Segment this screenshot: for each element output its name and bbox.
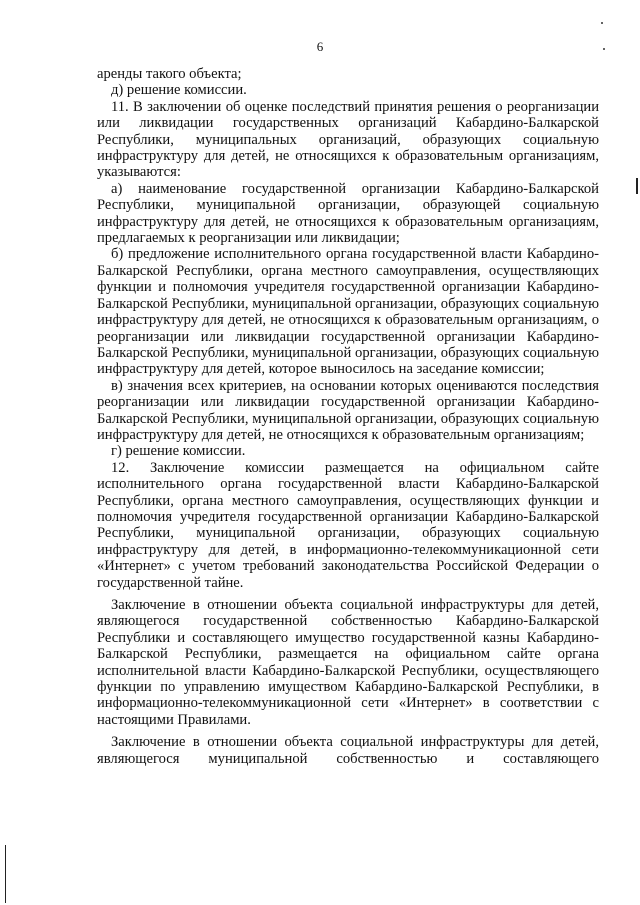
scan-edge-line <box>5 845 6 903</box>
paragraph-clause-11: 11. В заключении об оценке последствий принятия решения о реорганизации или ликвидации государственных организаций Кабардино-Балкарской Республики, муниципальных организаций, образующих социальную инфраструктуру для детей, не относящихся к образовательным организациям, указываются: <box>97 98 599 181</box>
page-number: 6 <box>316 39 324 54</box>
paragraph-item-d: д) решение комиссии. <box>111 82 247 99</box>
paragraph-clause-12: 12. Заключение комиссии размещается на официальном сайте исполнительного органа государственной власти Кабардино-Балкарской Республики, органа местного самоуправления, осуществляющих функции и полномочия учредителя государственной организации Кабардино-Балкарской Республики, муниципальной организации, образующих социальную инфраструктуру для детей, в информационно-телекоммуникационной сети «Интернет» с учетом требований законодательства Российской Федерации о государственной тайне. <box>97 459 599 591</box>
paragraph-item-a: а) наименование государственной организации Кабардино-Балкарской Республики, муниципальной организации, образующей социальную инфраструктуру для детей, не относящихся к образовательным организациям, предлагаемых к реорганизации или ликвидации; <box>97 180 599 247</box>
scan-edge-mark <box>636 178 638 194</box>
document-body <box>97 66 599 767</box>
paragraph-item-b: б) предложение исполнительного органа государственной власти Кабардино-Балкарской Республики, органа местного самоуправления, осуществляющих функции и полномочия учредителя государственной организации Кабардино-Балкарской Республики, муниципальной организации, образующих социальную инфраструктуру для детей, не относящихся к образовательным организациям, о реорганизации или ликвидации государственной организации Кабардино-Балкарской Республики, муниципальной организации, образующих социальную инфраструктуру для детей, которое выносилось на заседание комиссии; <box>97 246 599 378</box>
paragraph-item-v: в) значения всех критериев, на основании которых оцениваются последствия реорганизации или ликвидации государственной организации Кабардино-Балкарской Республики, муниципальной организации, образующих социальную инфраструктуру для детей, не относящихся к образовательным организациям; <box>97 377 599 443</box>
scan-dot <box>603 48 605 50</box>
scan-dot <box>601 22 603 24</box>
paragraph-lease-end: аренды такого объекта; <box>97 66 242 82</box>
paragraph-municipal-property: Заключение в отношении объекта социальной инфраструктуры для детей, являющегося муниципальной собственностью и составляющего <box>97 734 599 767</box>
paragraph-state-property: Заключение в отношении объекта социальной инфраструктуры для детей, являющегося государственной собственностью Кабардино-Балкарской Республики и составляющего имущество государственной казны Кабардино-Балкарской Республики, размещается на официальном сайте органа исполнительной власти Кабардино-Балкарской Республики, осуществляющего функции по управлению имуществом Кабардино-Балкарской Республики, в информационно-телекоммуникационной сети «Интернет» в соответствии с настоящими Правилами. <box>97 597 599 728</box>
paragraph-item-g: г) решение комиссии. <box>111 443 246 460</box>
